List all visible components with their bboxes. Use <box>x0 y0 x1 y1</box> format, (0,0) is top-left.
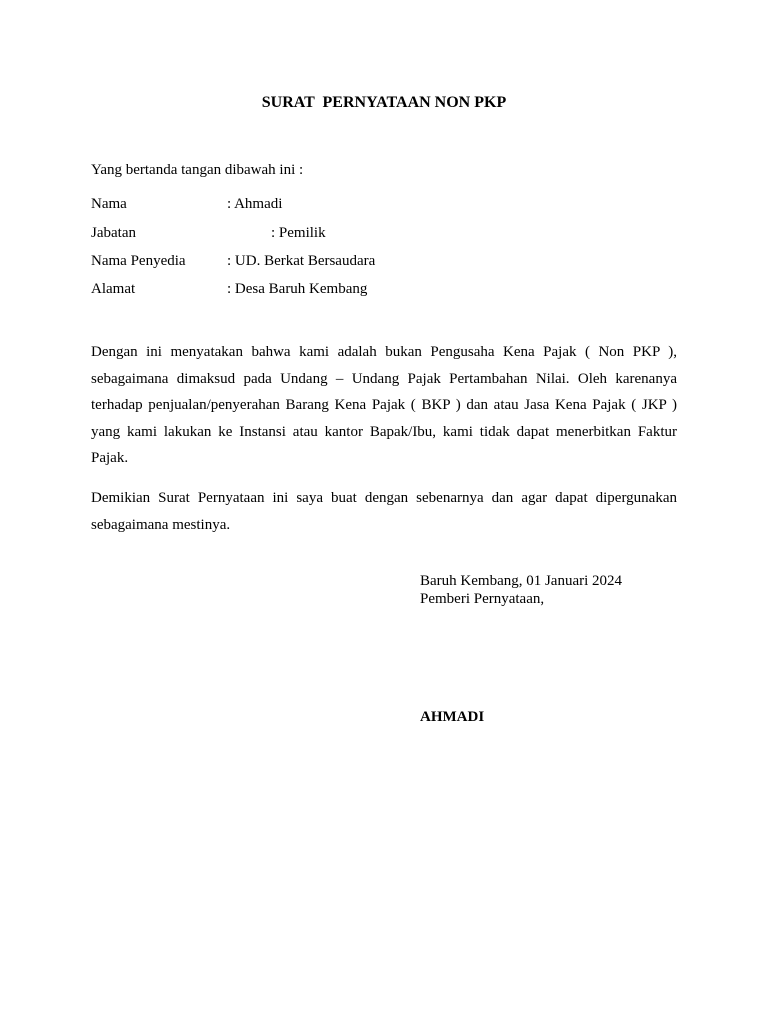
closing-paragraph: Demikian Surat Pernyataan ini saya buat dengan sebenarnya dan agar dapat dipergunakan sebagaimana mestinya. <box>91 490 677 533</box>
field-label-jabatan: Jabatan <box>91 225 136 241</box>
field-value-nama-penyedia: : UD. Berkat Bersaudara <box>227 253 376 269</box>
signatory-role: Pemberi Pernyataan, <box>420 591 545 607</box>
field-label-nama-penyedia: Nama Penyedia <box>91 253 186 269</box>
field-value-nama: : Ahmadi <box>227 196 283 212</box>
signatory-name: AHMADI <box>420 709 485 725</box>
signature-block <box>420 572 622 608</box>
statement-paragraph: Dengan ini menyatakan bahwa kami adalah bukan Pengusaha Kena Pajak ( Non PKP ), sebagaimana dimaksud pada Undang – Undang Pajak Pertambahan Nilai. Oleh karenanya terhadap penjualan/penyerahan Barang Kena Pajak ( BKP ) dan atau Jasa Kena Pajak ( JKP ) yang kami lakukan ke Instansi atau kantor Bapak/Ibu, kami tidak dapat menerbitkan Faktur Pajak. <box>91 344 677 466</box>
field-label-nama: Nama <box>91 196 127 212</box>
field-label-alamat: Alamat <box>91 281 136 297</box>
field-value-alamat: : Desa Baruh Kembang <box>227 281 368 297</box>
place-date: Baruh Kembang, 01 Januari 2024 <box>420 573 623 589</box>
intro-text: Yang bertanda tangan dibawah ini : <box>91 162 304 178</box>
field-value-jabatan: : Pemilik <box>271 225 326 241</box>
document-title: SURAT PERNYATAAN NON PKP <box>261 94 507 111</box>
